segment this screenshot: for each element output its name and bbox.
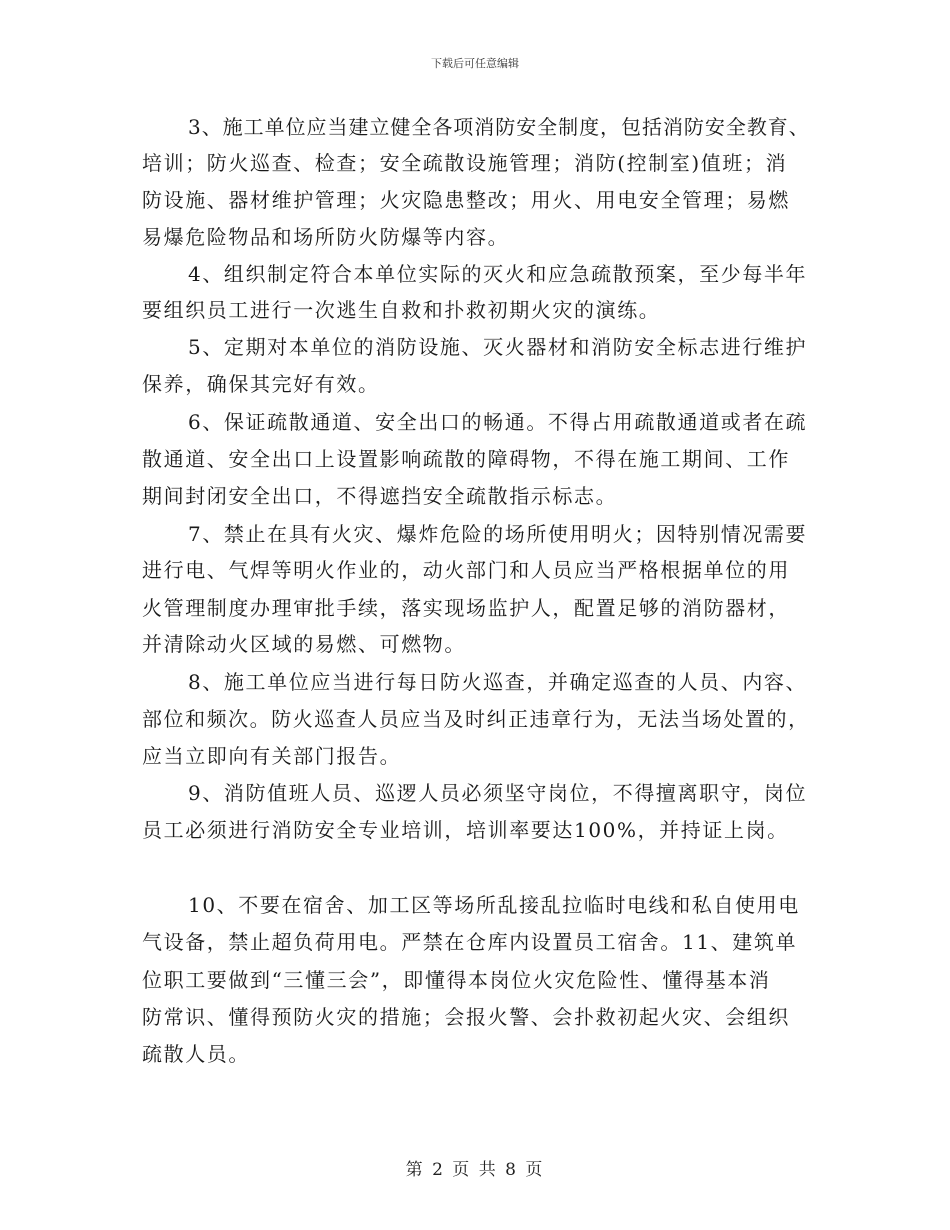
paragraph-line: 进行电、气焊等明火作业的，动火部门和人员应当严格根据单位的用 xyxy=(142,558,790,582)
paragraph-line: 7、禁止在具有火灾、爆炸危险的场所使用明火；因特别情况需要 xyxy=(188,522,808,546)
paragraph-line: 6、保证疏散通道、安全出口的畅通。不得占用疏散通道或者在疏 xyxy=(188,410,808,434)
paragraph-line: 员工必须进行消防安全专业培训，培训率要达100%，并持证上岗。 xyxy=(142,818,789,842)
paragraph-line: 8、施工单位应当进行每日防火巡查，并确定巡查的人员、内容、 xyxy=(188,670,808,694)
paragraph-line: 火管理制度办理审批手续，落实现场监护人，配置足够的消防器材， xyxy=(142,596,790,620)
paragraph-line: 易爆危险物品和场所防火防爆等内容。 xyxy=(142,225,510,249)
paragraph-line: 9、消防值班人员、巡逻人员必须坚守岗位，不得擅离职守，岗位 xyxy=(188,781,808,805)
paragraph-line: 防设施、器材维护管理；火灾隐患整改；用火、用电安全管理；易燃 xyxy=(142,188,790,212)
paragraph-line: 5、定期对本单位的消防设施、灭火器材和消防安全标志进行维护 xyxy=(188,335,808,359)
paragraph-line: 3、施工单位应当建立健全各项消防安全制度，包括消防安全教育、 xyxy=(188,115,810,139)
paragraph-line: 部位和频次。防火巡查人员应当及时纠正违章行为，无法当场处置的， xyxy=(142,707,810,731)
paragraph-line: 期间封闭安全出口，不得遮挡安全疏散指示标志。 xyxy=(142,484,618,508)
page-number: 第 2 页 共 8 页 xyxy=(405,1160,545,1180)
paragraph-line: 要组织员工进行一次逃生自救和扑救初期火灾的演练。 xyxy=(142,298,661,322)
paragraph-line: 4、组织制定符合本单位实际的灭火和应急疏散预案，至少每半年 xyxy=(188,262,808,286)
paragraph-line: 并清除动火区域的易燃、可燃物。 xyxy=(142,632,466,656)
paragraph-line: 保养，确保其完好有效。 xyxy=(142,372,380,396)
paragraph-line: 位职工要做到“三懂三会”，即懂得本岗位火灾危险性、懂得基本消 xyxy=(142,968,771,992)
page-header: 下载后可任意编辑 xyxy=(431,57,519,70)
paragraph-line: 10、不要在宿舍、加工区等场所乱接乱拉临时电线和私自使用电 xyxy=(188,893,800,917)
paragraph-line: 散通道、安全出口上设置影响疏散的障碍物，不得在施工期间、工作 xyxy=(142,447,790,471)
paragraph-line: 防常识、懂得预防火灾的措施；会报火警、会扑救初起火灾、会组织 xyxy=(142,1005,790,1029)
paragraph-line: 气设备，禁止超负荷用电。严禁在仓库内设置员工宿舍。11、建筑单 xyxy=(142,930,798,954)
paragraph-line: 应当立即向有关部门报告。 xyxy=(142,744,402,768)
paragraph-line: 疏散人员。 xyxy=(142,1042,250,1066)
paragraph-line: 培训；防火巡查、检查；安全疏散设施管理；消防(控制室)值班；消 xyxy=(142,151,788,175)
